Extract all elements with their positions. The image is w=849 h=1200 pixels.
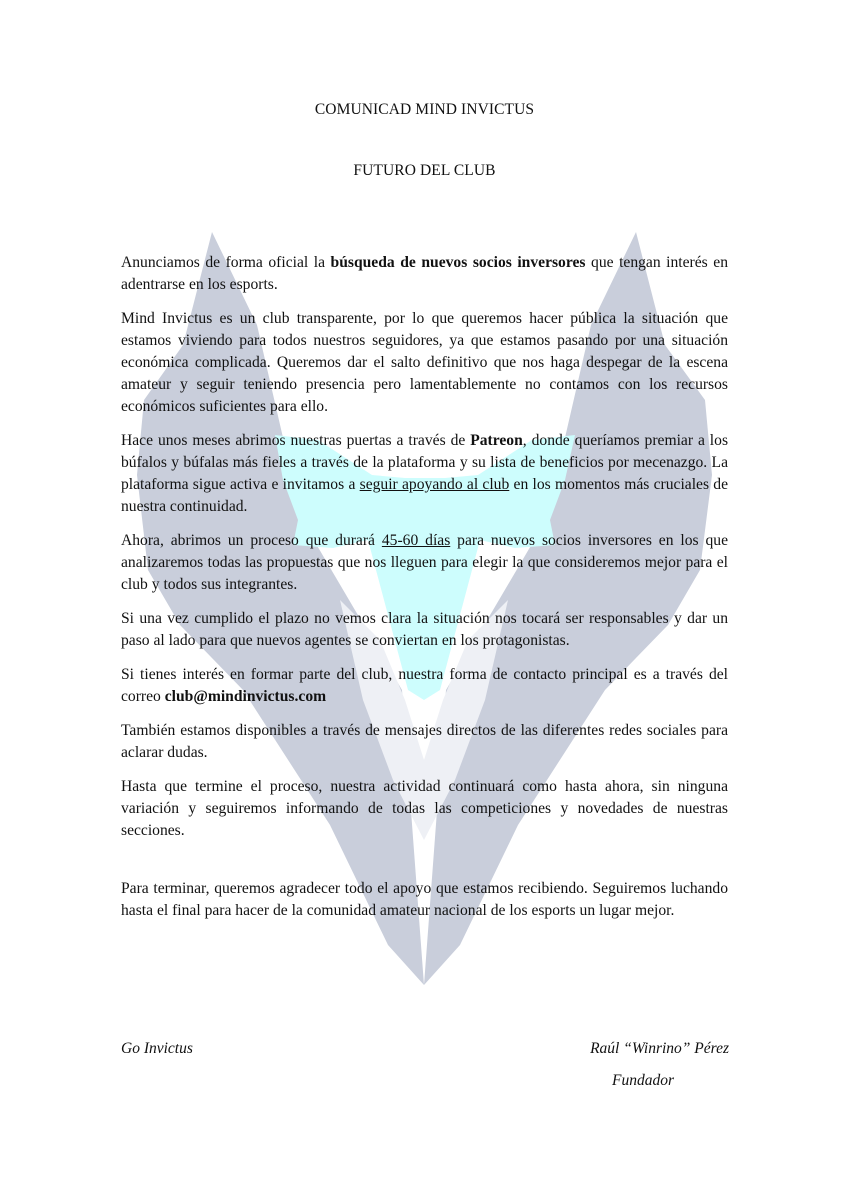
paragraph-process: Ahora, abrimos un proceso que durará 45-60 días para nuevos socios inversores en los que analizaremos todas las propuestas que nos lleguen para elegir la que consideremos mejor para el club y todos sus integrantes. [121, 532, 728, 593]
signature-role: Fundador [612, 1072, 674, 1089]
paragraph-announcement: Anunciamos de forma oficial la búsqueda de nuevos socios inversores que tengan interés en adentrarse en los esports. [121, 254, 728, 293]
signature-motto: Go Invictus [121, 1040, 193, 1057]
patreon-mention: Patreon [470, 432, 523, 449]
support-club-link: seguir apoyando al club [359, 476, 510, 493]
paragraph-social: También estamos disponibles a través de mensajes directos de las diferentes redes sociales para aclarar dudas. [121, 722, 728, 761]
document-subtitle: FUTURO DEL CLUB [353, 162, 496, 179]
document-body [121, 252, 728, 934]
paragraph-contact: Si tienes interés en formar parte del club, nuestra forma de contacto principal es a través del correo club@mindinvictus.com [121, 666, 728, 705]
duration-highlight: 45-60 días [381, 532, 451, 549]
paragraph-deadline: Si una vez cumplido el plazo no vemos clara la situación nos tocará ser responsables y dar un paso al lado para que nuevos agentes se conviertan en los protagonistas. [121, 610, 728, 649]
document-title: COMUNICAD MIND INVICTUS [314, 101, 535, 118]
paragraph-situation: Mind Invictus es un club transparente, por lo que queremos hacer pública la situación que estamos viviendo para todos nuestros seguidores, ya que estamos pasando por una situación económica complicada. Queremos dar el salto definitivo que nos haga despegar de la escena amateur y seguir teniendo presencia pero lamentablemente no contamos con los recursos económicos suficientes para ello. [121, 310, 728, 415]
paragraph-patreon: Hace unos meses abrimos nuestras puertas a través de Patreon, donde queríamos premiar a los búfalos y búfalas más fieles a través de la plataforma y su lista de beneficios por mecenazgo. La plataforma sigue activa e invitamos a seguir apoyando al club en los momentos más cruciales de nuestra continuidad. [121, 432, 729, 515]
paragraph-activity: Hasta que termine el proceso, nuestra actividad continuará como hasta ahora, sin ninguna variación y seguiremos informando de todas las competiciones y novedades de nuestras secciones. [121, 778, 728, 839]
contact-email: club@mindinvictus.com [164, 688, 327, 705]
signature-name: Raúl “Winrino” Pérez [590, 1040, 729, 1057]
paragraph-closing: Para terminar, queremos agradecer todo el apoyo que estamos recibiendo. Seguiremos luchando hasta el final para hacer de la comunidad amateur nacional de los esports un lugar mejor. [121, 880, 728, 919]
